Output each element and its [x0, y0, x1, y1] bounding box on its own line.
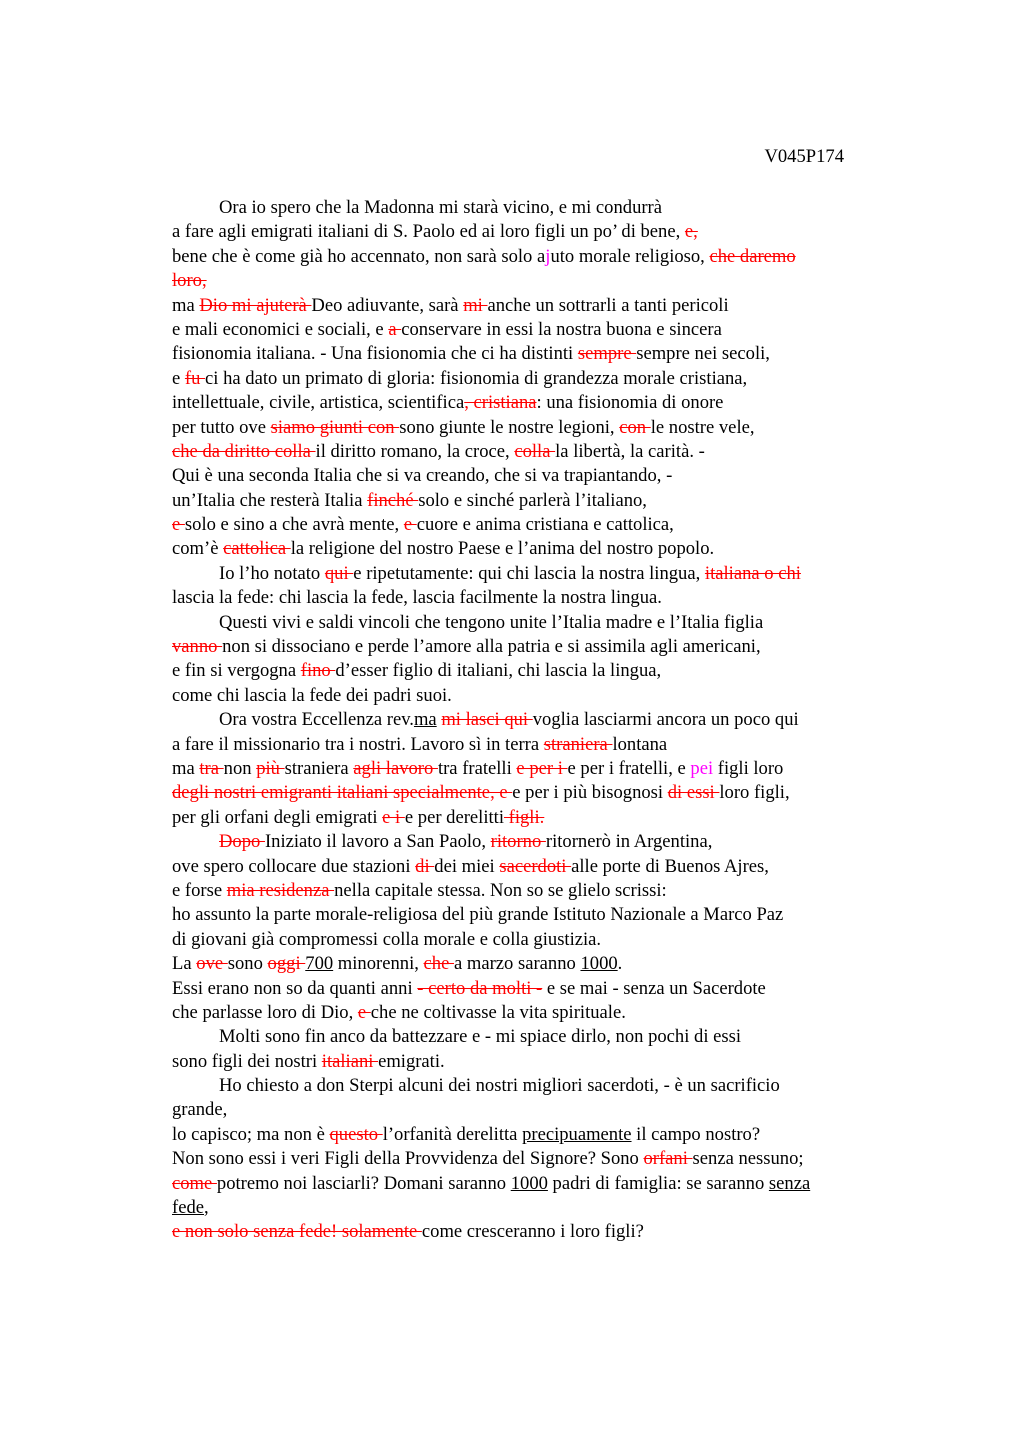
deleted-text: e, [684, 221, 698, 243]
deleted-text: figli. [504, 806, 545, 828]
deleted-text: sempre [577, 343, 637, 365]
deleted-text: vanno [172, 636, 223, 658]
text-line [172, 757, 892, 781]
text-line [172, 659, 892, 683]
text-segment: senza nessuno; [692, 1148, 804, 1170]
deleted-text: con [619, 416, 651, 438]
text-line [172, 1025, 892, 1049]
text-line [172, 733, 892, 757]
underlined-text: 700 [305, 953, 334, 975]
text-line [172, 1123, 892, 1147]
deleted-text: italiana o chi [704, 562, 801, 584]
text-segment: e ripetutamente: qui chi lascia la nostra lingua, [353, 562, 705, 584]
deleted-text: qui [324, 562, 354, 584]
deleted-text: che daremo [709, 245, 796, 267]
text-segment: ma [172, 294, 200, 316]
text-segment: cuore e anima cristiana e cattolica, [416, 514, 674, 536]
text-line [172, 416, 892, 440]
text-line [172, 537, 892, 561]
deleted-text: di [415, 855, 435, 877]
text-segment: straniera [284, 757, 354, 779]
text-line [172, 1098, 892, 1122]
deleted-text: ritorno [490, 831, 546, 853]
text-segment: e per i più bisognosi [512, 782, 668, 804]
text-line [172, 464, 892, 488]
text-segment: e se mai - senza un Sacerdote [542, 977, 766, 999]
text-line [172, 928, 892, 952]
text-segment: sono giunte le nostre legioni, [399, 416, 620, 438]
deleted-text: mi lasci qui [441, 709, 533, 731]
text-line [172, 1050, 892, 1074]
text-segment: Deo adiuvante, sarà [311, 294, 464, 316]
deleted-text: orfani [643, 1148, 693, 1170]
text-segment: nella capitale stessa. Non so se glielo scrissi: [334, 879, 667, 901]
deleted-text: ove [196, 953, 228, 975]
text-line [172, 879, 892, 903]
text-line [172, 586, 892, 610]
text-segment: come cresceranno i loro figli? [421, 1221, 644, 1243]
text-segment: e mali economici e sociali, e [172, 318, 389, 340]
text-segment: loro figli, [719, 782, 790, 804]
text-segment: le nostre vele, [650, 416, 755, 438]
text-segment: Iniziato il lavoro a San Paolo, [264, 831, 491, 853]
text-line [172, 269, 892, 293]
text-line [172, 1074, 892, 1098]
text-line [172, 684, 892, 708]
text-segment: ritornerò in Argentina, [545, 831, 713, 853]
text-line [172, 977, 892, 1001]
text-segment: solo e sino a che avrà mente, [184, 514, 404, 536]
text-segment: il diritto romano, la croce, [315, 440, 515, 462]
underlined-text: precipuamente [522, 1123, 632, 1145]
text-segment: la religione del nostro Paese e l’anima del nostro popolo. [290, 538, 715, 560]
text-segment: un’Italia che resterà Italia [172, 489, 368, 511]
text-segment: a marzo saranno [453, 953, 581, 975]
text-line [172, 1220, 892, 1244]
text-segment: di giovani già compromessi colla morale e colla giustizia. [172, 928, 602, 950]
deleted-text: finché [367, 489, 419, 511]
text-segment: sono figli dei nostri [172, 1050, 322, 1072]
text-segment: ho assunto la parte morale-religiosa del più grande Istituto Nazionale a Marco Paz [172, 904, 784, 926]
deleted-text: questo [329, 1123, 383, 1145]
underlined-text: 1000 [510, 1172, 548, 1194]
text-segment: non [223, 757, 257, 779]
deleted-text: che da diritto colla [172, 440, 316, 462]
text-segment: potremo noi lasciarli? Domani saranno [216, 1172, 511, 1194]
highlighted-letter: pei [690, 757, 714, 779]
deleted-text: che [423, 953, 454, 975]
text-segment: conservare in essi la nostra buona e sincera [401, 318, 722, 340]
text-segment: tra fratelli [437, 757, 517, 779]
deleted-text: , cristiana [464, 392, 537, 414]
deleted-text: e non solo senza fede! solamente [172, 1221, 422, 1243]
text-segment: a fare il missionario tra i nostri. Lavoro sì in terra [172, 733, 544, 755]
text-line [172, 342, 892, 366]
text-segment: Ora io spero che la Madonna mi starà vicino, e mi condurrà [219, 197, 662, 218]
text-line [172, 294, 892, 318]
text-line [172, 196, 892, 220]
deleted-text: più [256, 757, 285, 779]
text-line [172, 1147, 892, 1171]
text-segment: sono [227, 953, 268, 975]
text-segment: e [172, 367, 185, 389]
deleted-text: e [357, 1001, 371, 1023]
text-line [172, 1172, 892, 1196]
text-line [172, 830, 892, 854]
text-segment: lontana [612, 733, 668, 755]
text-segment: minorenni, [333, 953, 424, 975]
text-segment: bene che è come già ho accennato, non sarà solo a [172, 245, 546, 267]
deleted-text: di essi [667, 782, 720, 804]
deleted-text: fino [300, 660, 336, 682]
deleted-text: agli lavoro [353, 757, 438, 779]
text-segment: La [172, 953, 197, 975]
highlighted-letter: j [545, 245, 551, 267]
text-segment: e per derelitti [404, 806, 504, 828]
text-segment: sempre nei secoli, [636, 343, 770, 365]
text-line [172, 855, 892, 879]
deleted-text: colla [514, 440, 556, 462]
deleted-text: mia residenza [226, 879, 335, 901]
text-line [172, 952, 892, 976]
text-segment: e fin si vergogna [172, 660, 301, 682]
text-segment: per gli orfani degli emigrati [172, 806, 383, 828]
text-segment: ove spero collocare due stazioni [172, 855, 416, 877]
text-line [172, 513, 892, 537]
text-segment: che parlasse loro di Dio, [172, 1001, 358, 1023]
text-segment: Non sono essi i veri Figli della Provvidenza del Signore? Sono [172, 1148, 644, 1170]
text-segment: Ora vostra Eccellenza rev. [219, 709, 414, 731]
text-segment: Questi vivi e saldi vincoli che tengono unite l’Italia madre e l’Italia figlia [219, 611, 764, 633]
text-line [172, 391, 892, 415]
deleted-text: - certo da molti - [417, 977, 543, 999]
deleted-text: oggi [267, 953, 306, 975]
text-line [172, 1196, 892, 1220]
text-line [172, 367, 892, 391]
text-segment: che ne coltivasse la vita spirituale. [370, 1001, 626, 1023]
text-segment: Ho chiesto a don Sterpi alcuni dei nostri migliori sacerdoti, - è un sacrificio [219, 1075, 780, 1097]
underlined-text: ma [413, 709, 437, 731]
text-line [172, 708, 892, 732]
text-segment: grande, [172, 1099, 228, 1121]
deleted-text: loro, [172, 270, 207, 292]
text-segment: Molti sono fin anco da battezzare e - mi spiace dirlo, non pochi di essi [219, 1026, 742, 1048]
deleted-text: Dio mi ajuterà [199, 294, 312, 316]
text-segment: ci ha dato un primato di gloria: fisionomia di grandezza morale cristiana, [205, 367, 748, 389]
underlined-text: senza [768, 1172, 811, 1194]
text-segment: dei miei [434, 855, 500, 877]
deleted-text: sacerdoti [499, 855, 572, 877]
deleted-text: Dopo [219, 831, 265, 853]
document-body [172, 196, 892, 1245]
text-segment: uto morale religioso, [550, 245, 710, 267]
text-segment: il campo nostro? [631, 1123, 761, 1145]
text-segment: alle porte di Buenos Ajres, [571, 855, 769, 877]
text-line [172, 562, 892, 586]
text-segment: emigrati. [378, 1050, 445, 1072]
text-segment: intellettuale, civile, artistica, scientifica [172, 392, 465, 414]
deleted-text: tra [199, 757, 224, 779]
text-segment: l’orfanità derelitta [382, 1123, 523, 1145]
deleted-text: e [172, 514, 185, 536]
text-segment: voglia lasciarmi ancora un poco qui [532, 709, 799, 731]
text-segment: , [204, 1197, 209, 1219]
text-segment: anche un sottrarli a tanti pericoli [487, 294, 729, 316]
underlined-text: fede [172, 1197, 204, 1219]
text-segment: . [617, 953, 623, 975]
text-segment: fisionomia italiana. - Una fisionomia che ci ha distinti [172, 343, 578, 365]
text-segment: ma [172, 757, 200, 779]
text-segment: Essi erano non so da quanti anni [172, 977, 418, 999]
text-segment: e forse [172, 879, 227, 901]
deleted-text: straniera [543, 733, 613, 755]
text-line [172, 903, 892, 927]
text-segment: Io l’ho notato [219, 562, 325, 584]
text-segment: lo capisco; ma non è [172, 1123, 330, 1145]
text-segment: figli loro [713, 757, 784, 779]
text-segment: com’è [172, 538, 224, 560]
text-segment: Qui è una seconda Italia che si va creando, che si va trapiantando, - [172, 465, 673, 487]
text-segment: padri di famiglia: se saranno [547, 1172, 769, 1194]
text-line [172, 635, 892, 659]
deleted-text: a [388, 318, 402, 340]
text-segment: e per i fratelli, e [567, 757, 691, 779]
deleted-text: e per i [516, 757, 568, 779]
deleted-text: cattolica [223, 538, 291, 560]
text-segment: a fare agli emigrati italiani di S. Paolo ed ai loro figli un po’ di bene, [172, 221, 685, 243]
deleted-text: e i [382, 806, 405, 828]
text-line [172, 245, 892, 269]
text-line [172, 611, 892, 635]
text-segment: la libertà, la carità. - [555, 440, 705, 462]
text-line [172, 806, 892, 830]
document-reference: V045P174 [764, 146, 844, 167]
underlined-text: 1000 [580, 953, 618, 975]
text-line [172, 440, 892, 464]
deleted-text: come [172, 1172, 217, 1194]
deleted-text: fu [184, 367, 206, 389]
text-segment: : una fisionomia di onore [536, 392, 724, 414]
deleted-text: siamo giunti con [270, 416, 400, 438]
text-line [172, 781, 892, 805]
text-segment: non si dissociano e perde l’amore alla patria e si assimila agli americani, [222, 636, 761, 658]
text-segment: d’esser figlio di italiani, chi lascia la lingua, [335, 660, 662, 682]
deleted-text: italiani [321, 1050, 379, 1072]
text-line [172, 220, 892, 244]
text-line [172, 1001, 892, 1025]
text-line [172, 489, 892, 513]
text-segment: solo e sinché parlerà l’italiano, [418, 489, 647, 511]
deleted-text: degli nostri emigranti italiani specialmente, e [172, 782, 513, 804]
text-line [172, 318, 892, 342]
deleted-text: mi [463, 294, 488, 316]
deleted-text: e [403, 514, 417, 536]
text-segment: per tutto ove [172, 416, 271, 438]
text-segment: lascia la fede: chi lascia la fede, lascia facilmente la nostra lingua. [172, 587, 662, 609]
text-segment: come chi lascia la fede dei padri suoi. [172, 684, 452, 706]
